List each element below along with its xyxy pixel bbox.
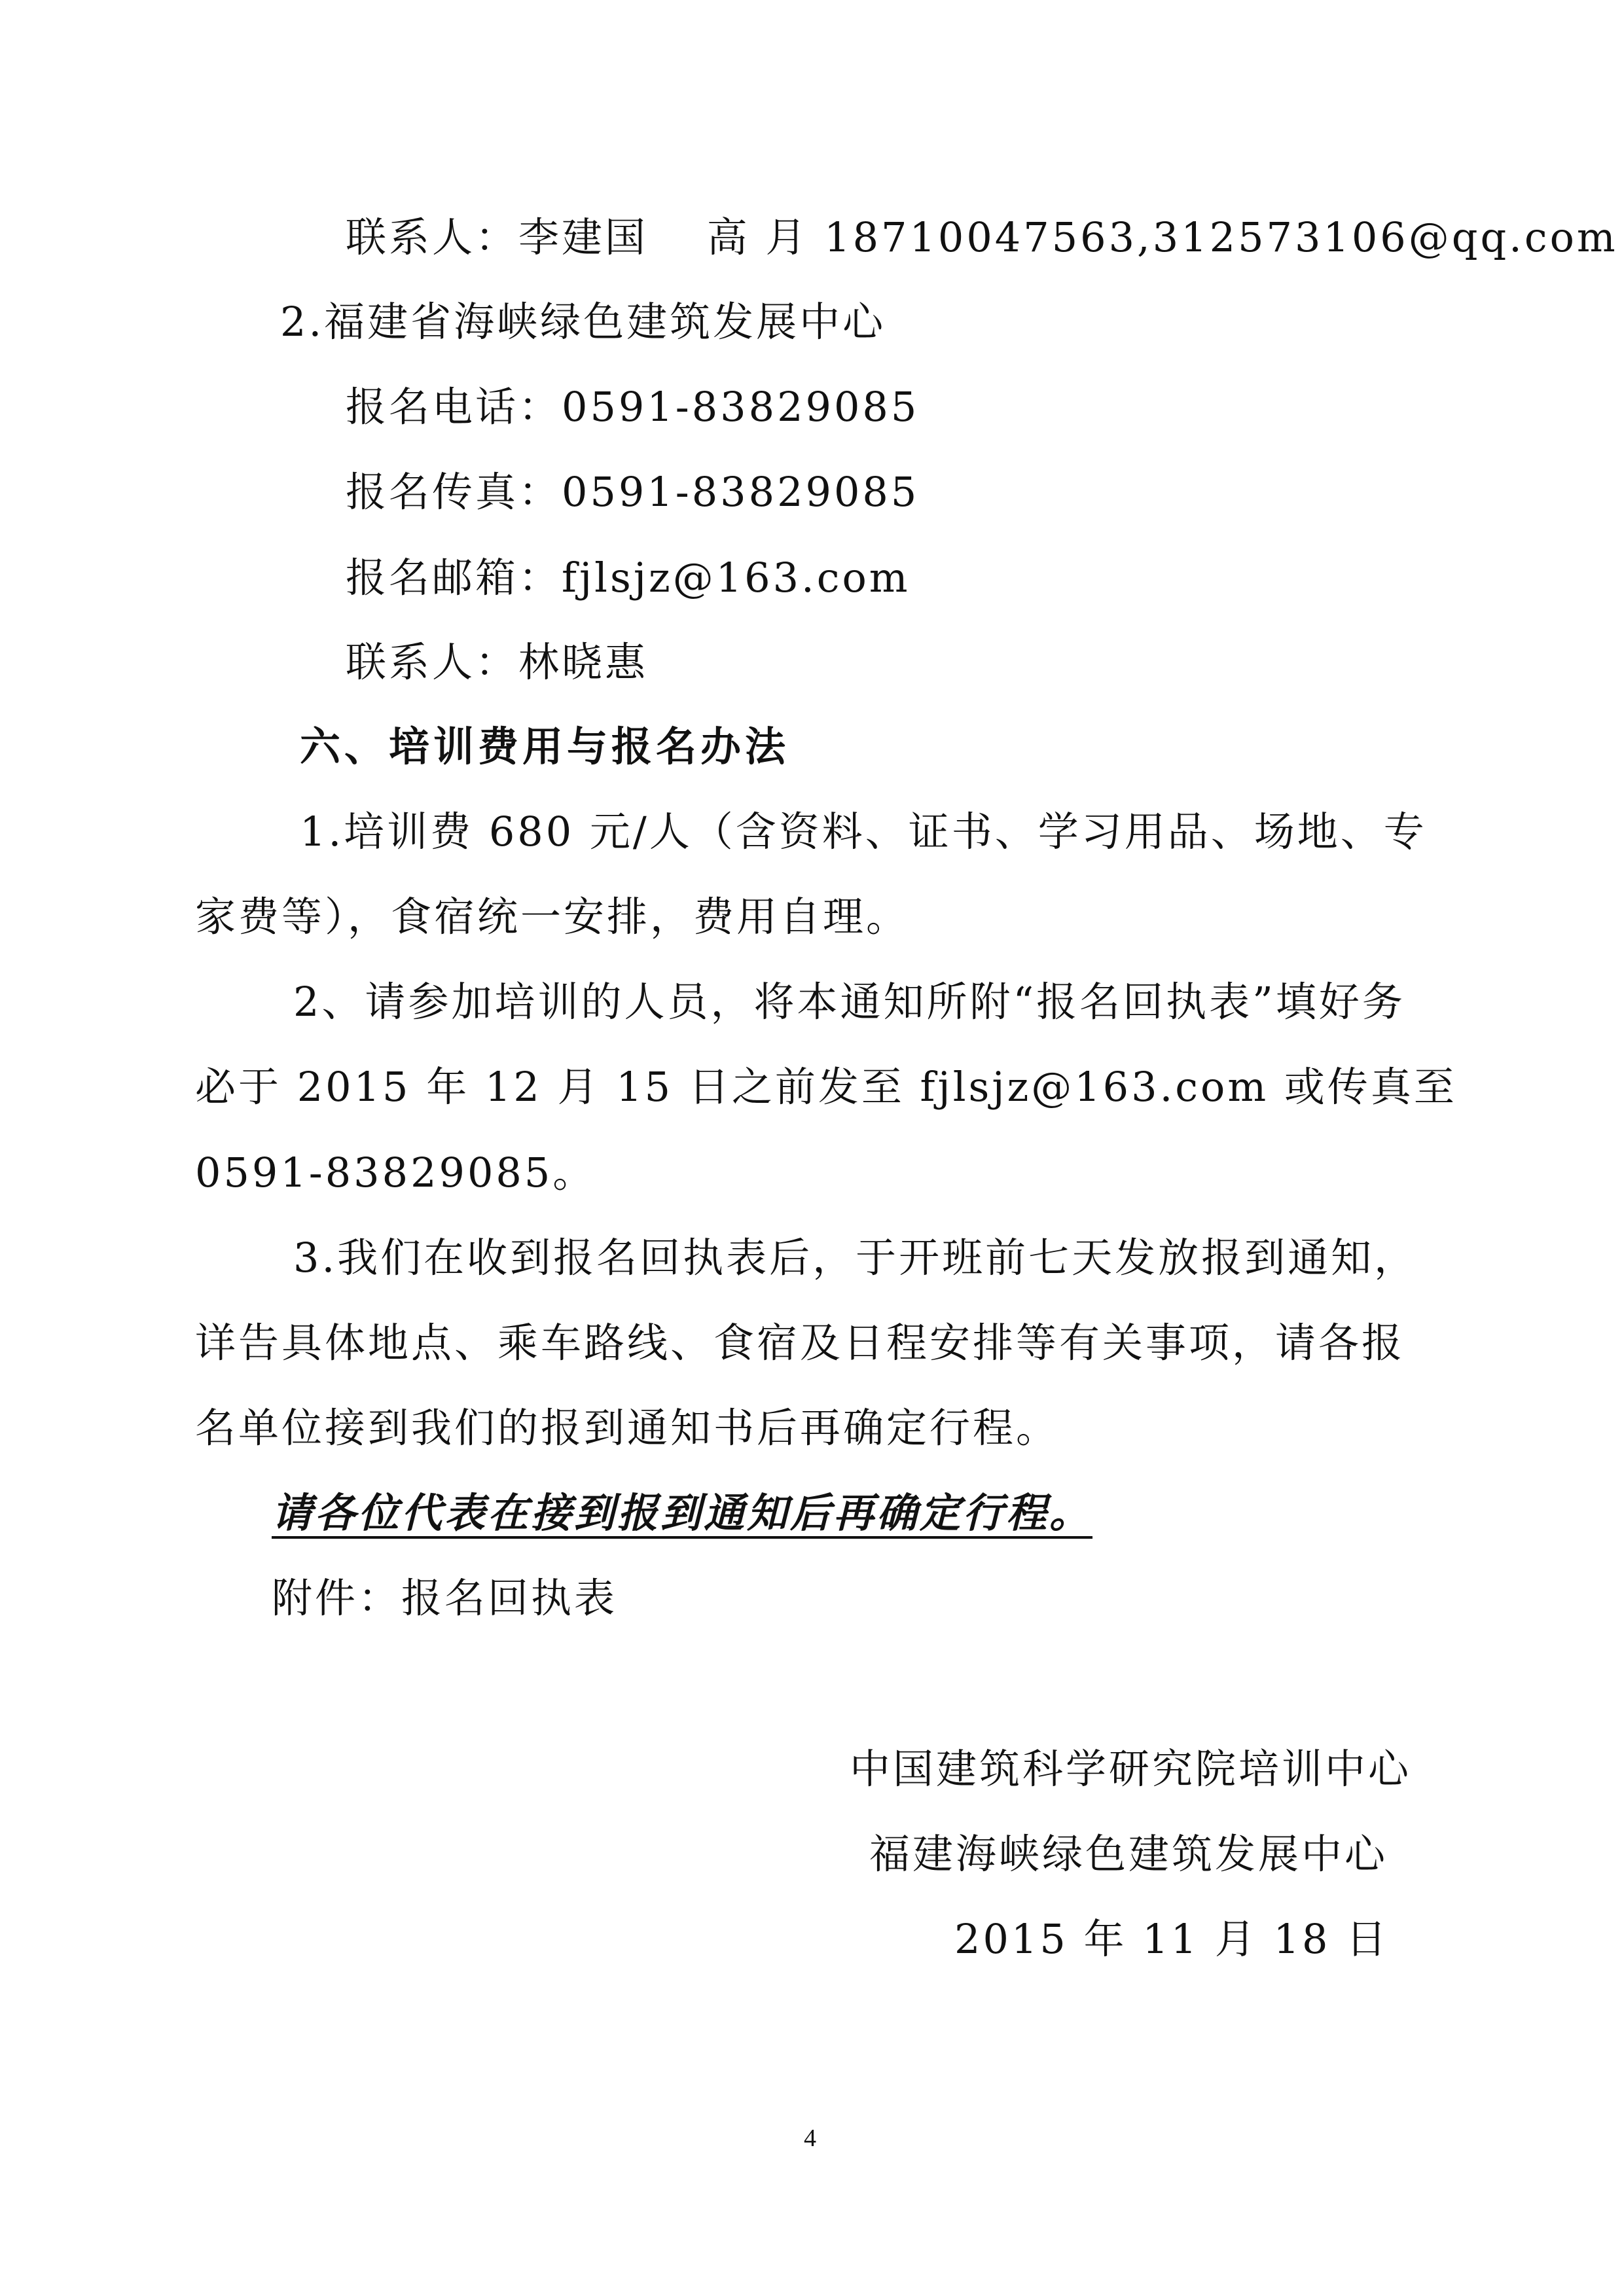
- item3-line3: 名单位接到我们的报到通知书后再确定行程。: [195, 1404, 1060, 1452]
- item1-line2: 家费等），食宿统一安排，费用自理。: [195, 893, 910, 941]
- signature-org2: 福建海峡绿色建筑发展中心: [869, 1830, 1388, 1878]
- signature-org1: 中国建筑科学研究院培训中心: [850, 1745, 1412, 1793]
- item2-line1: 2、请参加培训的人员，将本通知所附“报名回执表”填好务: [293, 978, 1405, 1026]
- item3-line2: 详告具体地点、乘车路线、食宿及日程安排等有关事项，请各报: [195, 1319, 1405, 1367]
- org2-email: 报名邮箱：fjlsjz@163.com: [346, 554, 911, 601]
- notice-emphasis: 请各位代表在接到报到通知后再确定行程。: [272, 1489, 1093, 1537]
- item1-line1: 1.培训费 680 元/人（含资料、证书、学习用品、场地、专: [300, 808, 1427, 855]
- org2-title: 2.福建省海峡绿色建筑发展中心: [280, 298, 886, 346]
- org2-contact: 联系人：林晓惠: [346, 638, 649, 686]
- item2-line3: 0591-83829085。: [195, 1149, 596, 1196]
- signature-date: 2015 年 11 月 18 日: [954, 1915, 1390, 1963]
- page-number: 4: [804, 2125, 816, 2152]
- section-heading: 六、培训费用与报名办法: [300, 723, 790, 770]
- org2-fax: 报名传真：0591-83829085: [346, 468, 920, 516]
- org2-phone: 报名电话：0591-83829085: [346, 383, 920, 431]
- item3-line1: 3.我们在收到报名回执表后，于开班前七天发放报到通知，: [293, 1234, 1418, 1282]
- org1-contact-line: 联系人：李建国 高 月 18710047563,312573106@qq.com: [346, 213, 1618, 261]
- item2-line2: 必于 2015 年 12 月 15 日之前发至 fjlsjz@163.com 或传真至: [195, 1063, 1457, 1111]
- attachment-line: 附件：报名回执表: [272, 1574, 618, 1622]
